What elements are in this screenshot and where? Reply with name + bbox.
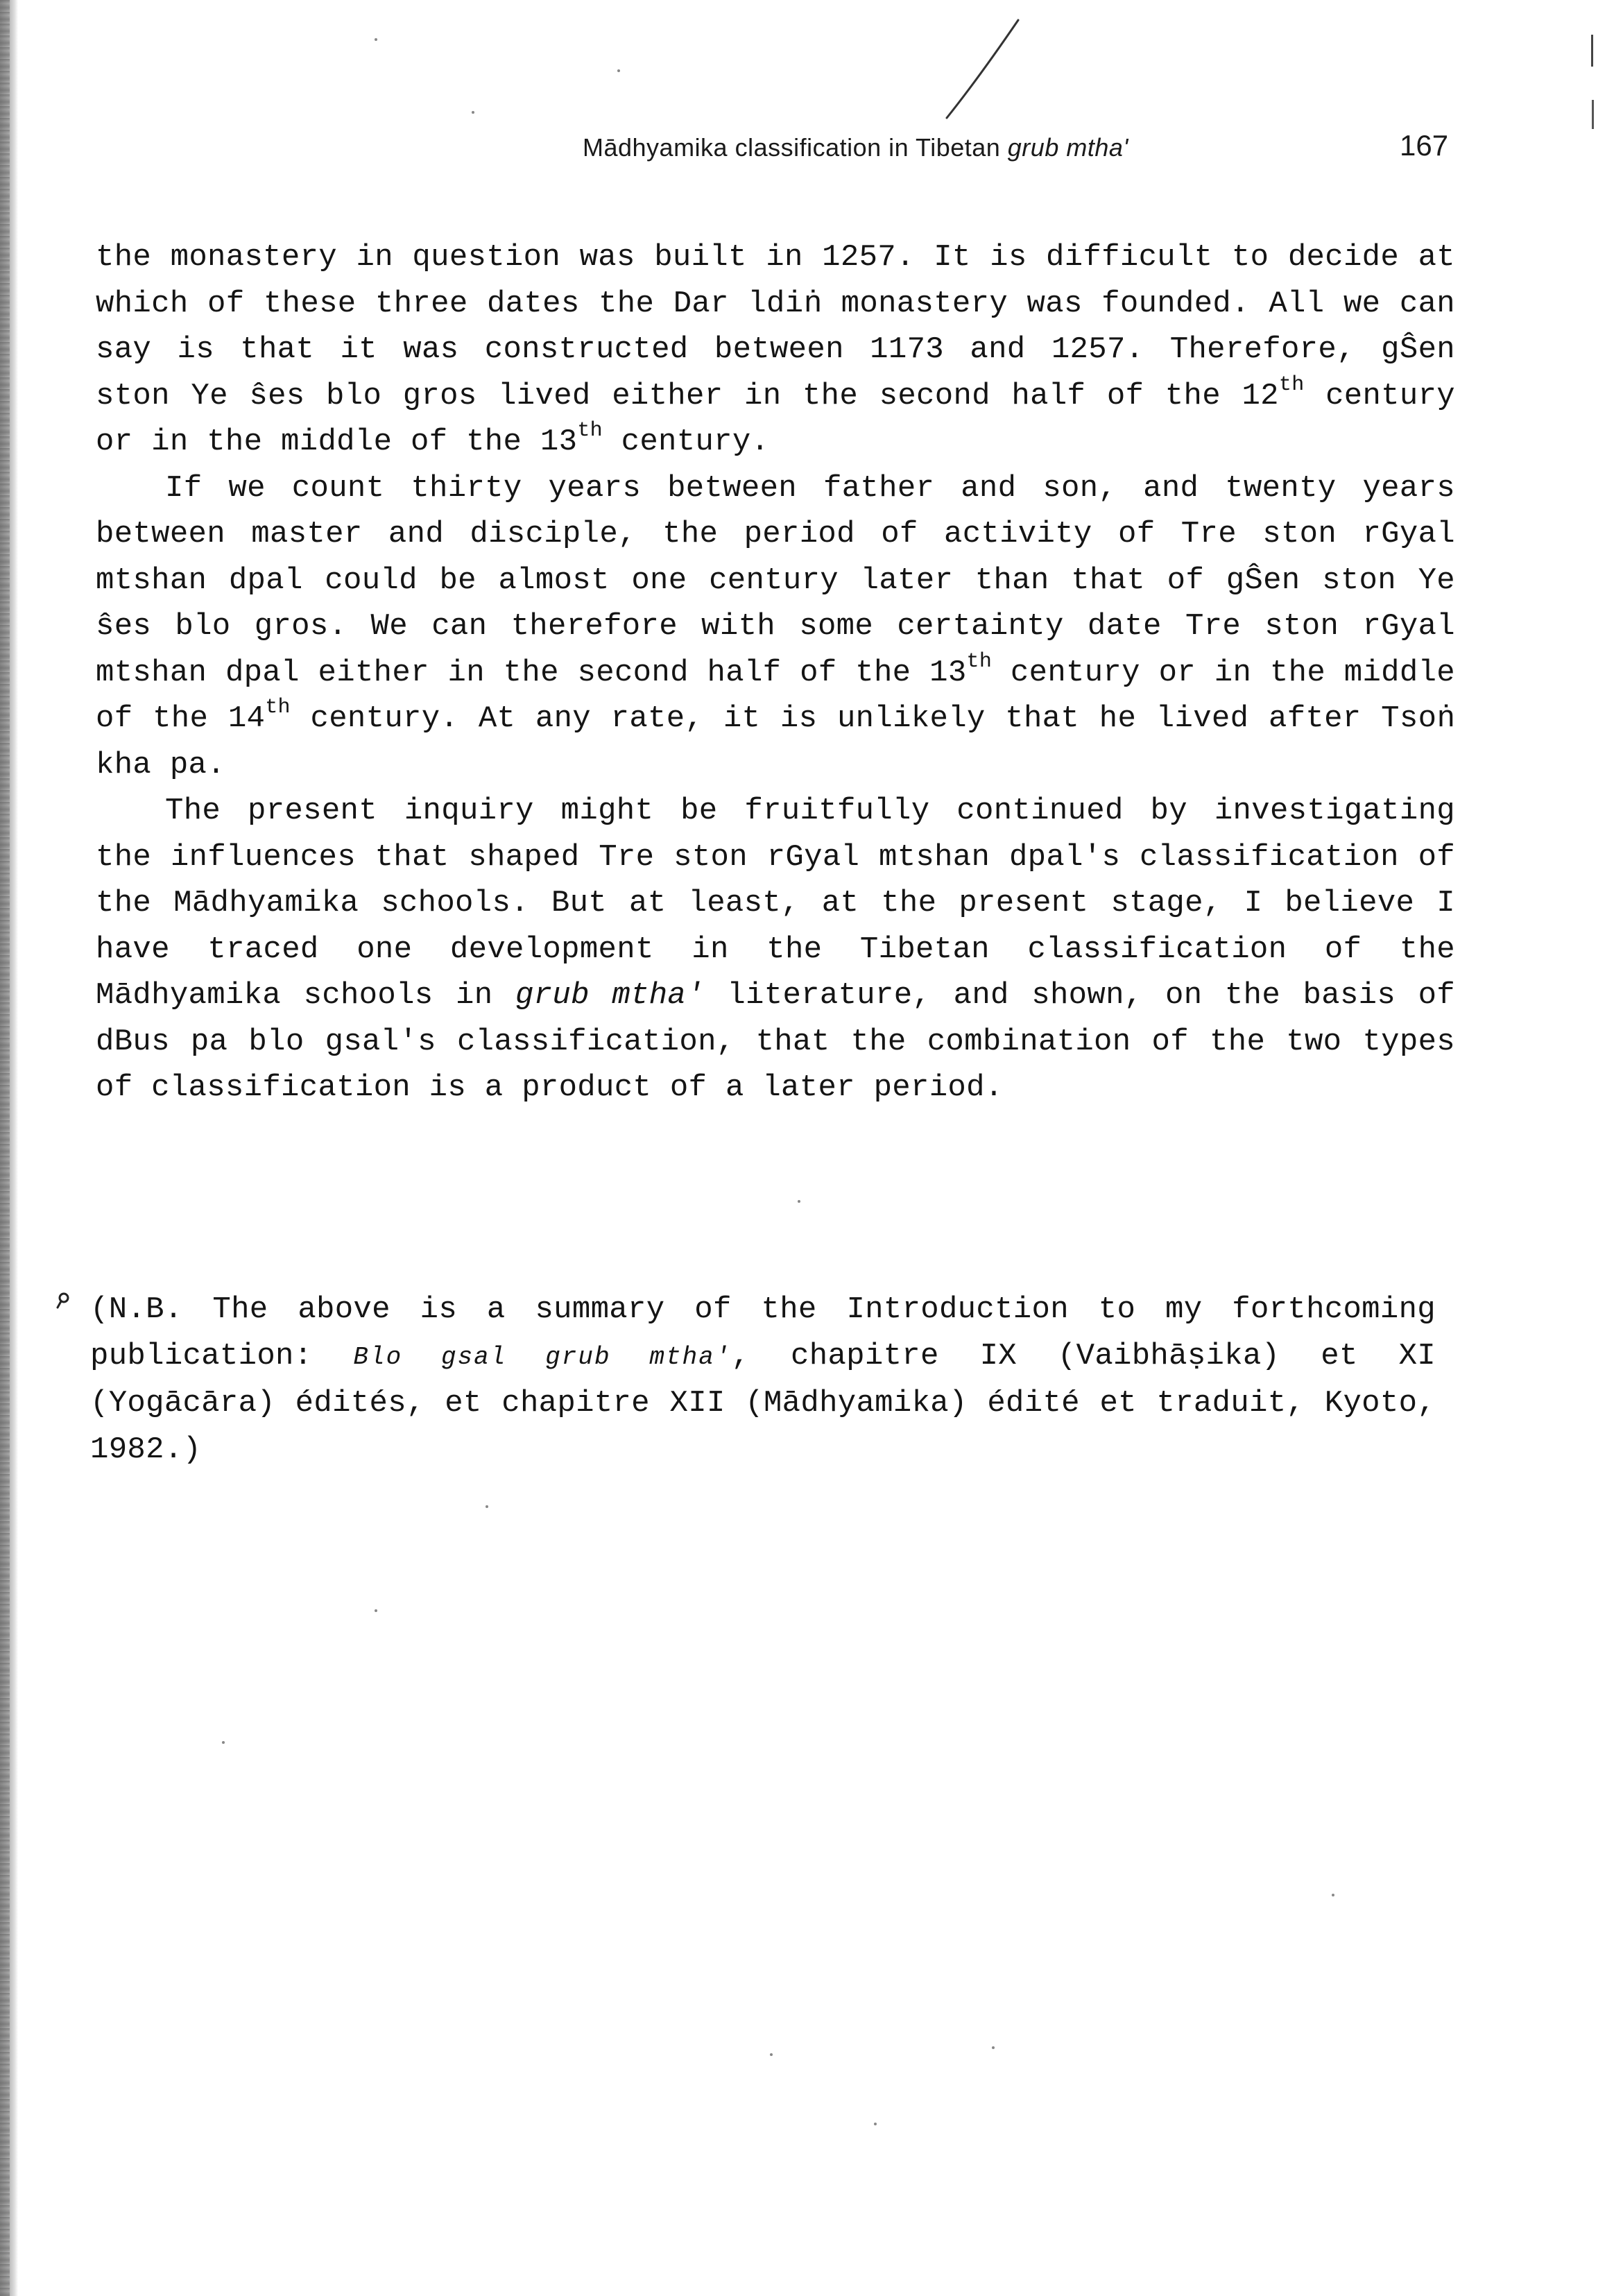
text-run: century or in the middle of the 13 [96,378,1455,459]
edge-marks [1591,35,1595,132]
paragraph-2 [96,465,1455,789]
binding-shadow [0,0,18,2296]
text-run: The present inquiry might be fruitfully continued by investigating the influences that shaped Tre ston rGyal mtshan dpal's classification of the Mādhyamika schools. But at least, at the present stage, I believe I have traced one development in the Tibetan classification of the Mādhyamika schools in [96,794,1455,1013]
note-text [90,1287,1436,1473]
running-head [583,133,1128,162]
scan-speck [770,2053,773,2056]
scan-speck [222,1741,225,1744]
paragraph-1 [96,234,1455,465]
text-run: century. At any rate, it is unlikely that he lived after Tsoṅ kha pa. [96,701,1455,782]
edge-mark [1591,35,1593,67]
scan-speck [874,2123,877,2125]
scan-speck [617,69,620,72]
scan-speck [472,111,474,114]
body-text [96,234,1455,1111]
scan-speck [375,1609,377,1612]
text-run: , chapitre IX (Vaibhāṣika) et XI (Yogācāra) édités, et chapitre XII (Mādhyamika) édité et traduit, Kyoto, 1982.) [90,1338,1436,1467]
superscript: th [577,419,603,443]
scan-speck [486,1505,488,1508]
text-run: If we count thirty years between father and son, and twenty years between master and disciple, the period of activity of Tre ston rGyal mtshan dpal could be almost one century later than that of gŜen ston Ye ŝes blo gros. We can therefore with some certainty date Tre ston rGyal mtshan dpal either in the second half of the 13 [96,470,1455,690]
scan-speck [1332,1894,1334,1896]
italic-term: grub mtha' [515,978,705,1013]
running-head-text: Mādhyamika classification in Tibetan [583,133,1008,162]
italic-title: Blo gsal grub mtha' [353,1342,732,1371]
running-head-italic: grub mtha' [1007,133,1128,162]
paragraph-3 [96,788,1455,1111]
scan-speck [992,2046,995,2049]
pen-mark-icon [55,1292,71,1309]
page-number: 167 [1400,129,1449,162]
superscript: th [1278,372,1305,397]
text-run: (N.B. The above is a summary of the Introduction to my forthcoming publication: [90,1292,1436,1373]
text-run: century or in the middle of the 14 [96,655,1456,736]
superscript: th [265,696,291,719]
text-run: the monastery in question was built in 1257. It is difficult to decide at which of these three dates the Dar ldiṅ monastery was founded. All we can say is that it was constructed between 1173 and 1257. Therefore, gŜen ston Ye ŝes blo gros lived either in the second half of the 12 [96,240,1455,413]
scan-speck [375,38,377,41]
text-run: century. [602,425,770,459]
superscript: th [966,649,993,674]
pen-stroke-mark [936,17,1027,121]
text-run: literature, and shown, on the basis of dBus pa blo gsal's classification, that the combination of the two types of classification is a product of a later period. [96,978,1456,1105]
scan-speck [798,1200,800,1203]
edge-mark [1592,100,1594,129]
author-note [55,1287,1436,1473]
